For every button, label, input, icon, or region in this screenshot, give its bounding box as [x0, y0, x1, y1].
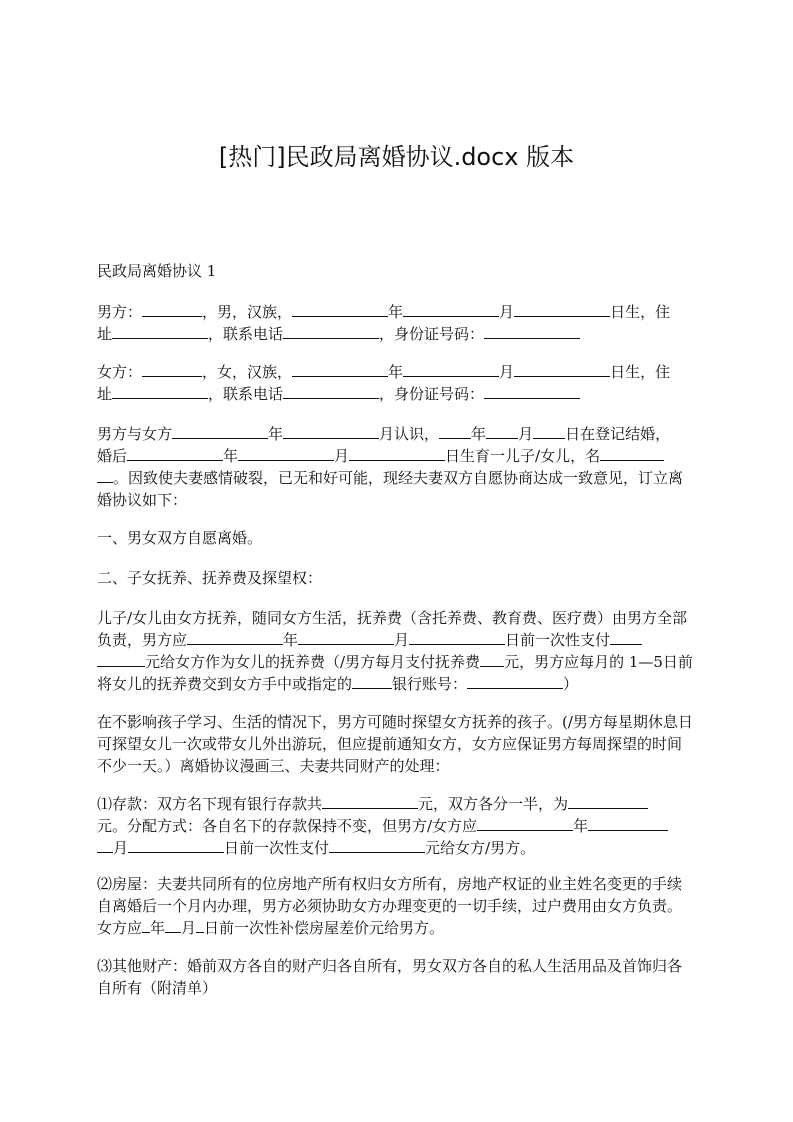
deposit-paragraph: ⑴存款：双方名下现有银行存款共 元，双方各分一半，为 元。分配方式：各自名下的存款保持不变，但男方/女方应 年 月 日前一次性支付 元给女方/男方。 [97, 793, 693, 859]
blank-field [172, 424, 268, 439]
blank-field [403, 302, 499, 317]
blank-field [142, 302, 202, 317]
blank-field [97, 468, 113, 483]
blank-field [196, 918, 204, 933]
blank-field [610, 630, 642, 645]
blank-field [514, 302, 610, 317]
blank-field [439, 424, 471, 439]
blank-field [477, 816, 573, 831]
section-1: 一、男女双方自愿离婚。 [97, 529, 263, 547]
blank-field [480, 652, 504, 667]
section-2-heading: 二、子女抚养、抚养费及探望权： [97, 569, 323, 587]
blank-field [403, 362, 499, 377]
document-title: [热门]民政局离婚协议.docx 版本 [218, 143, 575, 171]
blank-field [283, 424, 379, 439]
blank-field [352, 674, 392, 689]
blank-field [128, 838, 224, 853]
document-subtitle: 民政局离婚协议 1 [97, 262, 217, 280]
blank-field [568, 794, 648, 809]
blank-field [467, 674, 563, 689]
blank-field [112, 384, 208, 399]
blank-field [298, 630, 394, 645]
blank-field [283, 384, 379, 399]
blank-field [484, 324, 580, 339]
female-party-paragraph: 女方： ，女，汉族， 年 月 日生，住 址 ，联系电话 ，身份证号码： [97, 363, 671, 403]
blank-field [329, 838, 425, 853]
child-support-paragraph: 儿子/女儿由女方抚养，随同女方生活，抚养费（含托养费、教育费、医疗费）由男方全部负责，男方应 年 月 日前一次性支付 元给女方作为女儿的抚养费（/男方每月支付抚养费 元，男方应每月的 1—5日前将女儿的抚养费交到女方手中或指定的 银行账号： ） [97, 609, 693, 693]
blank-field [112, 324, 208, 339]
blank-field [409, 630, 505, 645]
blank-field [97, 838, 113, 853]
blank-field [588, 816, 668, 831]
blank-field [486, 424, 518, 439]
blank-field [533, 424, 565, 439]
blank-field [322, 794, 418, 809]
blank-field [142, 362, 202, 377]
blank-field [187, 630, 283, 645]
marriage-paragraph: 男方与女方 年 月认识， 年 月 日在登记结婚， 婚后 年 月 日生育一儿子/女儿，名 。因致使夫妻感情破裂，已无和好可能，现经夫妻双方自愿协商达成一致意见，订立离婚协议如下： [97, 425, 684, 509]
blank-field [283, 324, 379, 339]
blank-field [238, 446, 334, 461]
blank-field [514, 362, 610, 377]
visitation-paragraph: 在不影响孩子学习、生活的情况下，男方可随时探望女方抚养的孩子。(/男方每星期休息日可探望女儿一次或带女儿外出游玩，但应提前通知女方，女方应保证男方每周探望的时间不少一天。）离婚协议漫画三、夫妻共同财产的处理： [97, 713, 693, 775]
blank-field [165, 918, 181, 933]
blank-field [142, 918, 150, 933]
male-party-paragraph: 男方： ，男，汉族， 年 月 日生，住 址 ，联系电话 ，身份证号码： [97, 303, 671, 343]
blank-field [349, 446, 445, 461]
blank-field [484, 384, 580, 399]
blank-field [292, 302, 388, 317]
other-property-paragraph: ⑶其他财产：婚前双方各自的财产归各自所有，男女双方各自的私人生活用品及首饰归各自所有（附清单） [97, 957, 683, 997]
blank-field [600, 446, 664, 461]
blank-field [127, 446, 223, 461]
blank-field [292, 362, 388, 377]
blank-field [97, 652, 145, 667]
house-paragraph: ⑵房屋：夫妻共同所有的位房地产所有权归女方所有，房地产权证的业主姓名变更的手续自离婚后一个月内办理，男方必须协助女方办理变更的一切手续，过户费用由女方负责。女方应 年 月 日前一次性补偿房屋差价元给男方。 [97, 875, 683, 937]
